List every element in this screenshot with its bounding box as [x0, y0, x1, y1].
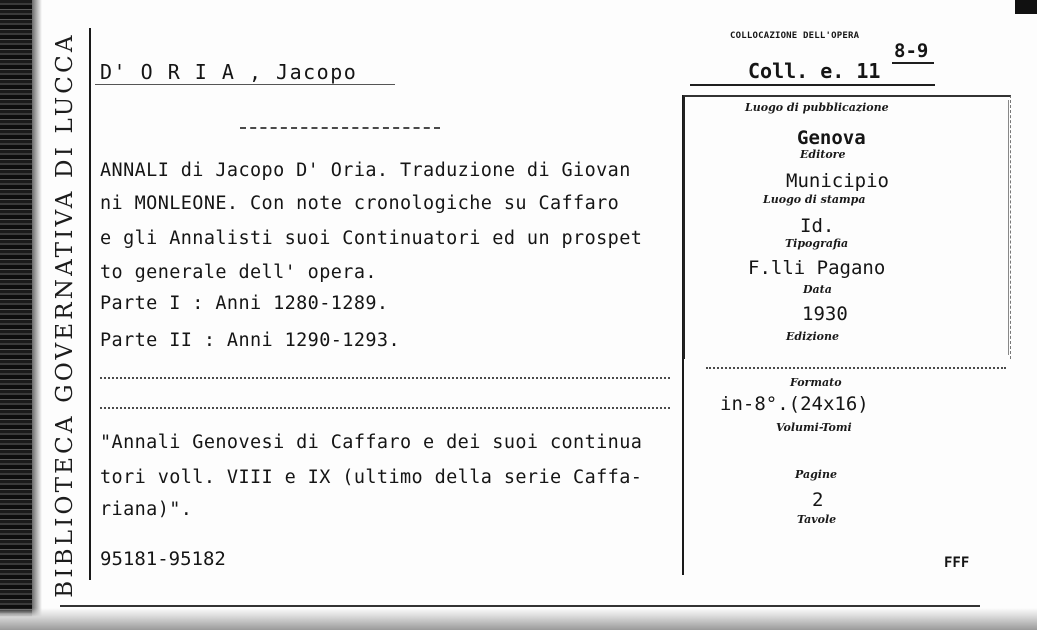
bottom-rule: [60, 605, 980, 607]
library-spine-text: BIBLIOTECA GOVERNATIVA DI LUCCA: [52, 32, 78, 598]
note-line-2: tori voll. VIII e IX (ultimo della serie Caffa-: [100, 467, 643, 488]
title-line-2: ni MONLEONE. Con note cronologiche su Caffaro: [100, 193, 620, 214]
luogo-pubblicazione-value: Genova: [797, 127, 866, 149]
editore-value: Municipio: [786, 170, 889, 192]
part-one-line: Parte I : Anni 1280-1289.: [100, 293, 389, 314]
card-bottom-shadow: [0, 608, 1037, 630]
title-line-3: e gli Annalisti suoi Continuatori ed un prospet: [100, 228, 643, 249]
author-heading: D' O R I A , Jacopo: [100, 60, 358, 84]
formato-label: Formato: [790, 376, 842, 389]
dashed-separator-1: [240, 127, 440, 130]
luogo-stampa-label: Luogo di stampa: [763, 193, 866, 206]
data-label: Data: [803, 283, 832, 296]
header-baseline-left: [95, 84, 395, 85]
title-line-1: ANNALI di Jacopo D' Oria. Traduzione di Giovan: [100, 160, 631, 181]
edizione-label: Edizione: [786, 330, 840, 343]
luogo-pubblicazione-label: Luogo di pubblicazione: [745, 101, 889, 114]
card-left-fade: [32, 0, 42, 630]
luogo-stampa-value: Id.: [800, 215, 835, 237]
tipografia-label: Tipografia: [785, 237, 849, 250]
dashed-separator-4: [706, 367, 1006, 370]
pagine-value: 2: [812, 489, 824, 511]
corner-initials: FFF: [944, 555, 970, 571]
collocation-label: COLLOCAZIONE DELL'OPERA: [730, 31, 860, 41]
collocation-value: Coll. e. 11: [748, 59, 881, 83]
part-two-line: Parte II : Anni 1290-1293.: [100, 330, 400, 351]
volumi-label: Volumi-Tomi: [776, 421, 852, 434]
note-line-3: riana)".: [100, 499, 193, 520]
fraction-bar: [892, 62, 934, 64]
card-left-shadow: [0, 0, 32, 630]
editore-label: Editore: [800, 148, 846, 161]
inventory-numbers: 95181-95182: [100, 548, 226, 570]
pagine-label: Pagine: [795, 468, 837, 481]
tavole-label: Tavole: [797, 513, 837, 526]
left-margin-rule: [89, 28, 91, 580]
dashed-separator-3: [100, 407, 670, 410]
data-value: 1930: [802, 303, 848, 325]
tipografia-value: F.lli Pagano: [748, 257, 886, 279]
formato-value: in-8°.(24x16): [720, 393, 869, 415]
dashed-separator-2: [100, 377, 670, 380]
header-baseline-right: [690, 84, 935, 86]
title-line-4: to generale dell' opera.: [100, 262, 377, 283]
note-line-1: "Annali Genovesi di Caffaro e dei suoi continua: [100, 432, 643, 453]
corner-mark: [1015, 0, 1037, 14]
collocation-fraction: 8-9: [894, 40, 929, 62]
